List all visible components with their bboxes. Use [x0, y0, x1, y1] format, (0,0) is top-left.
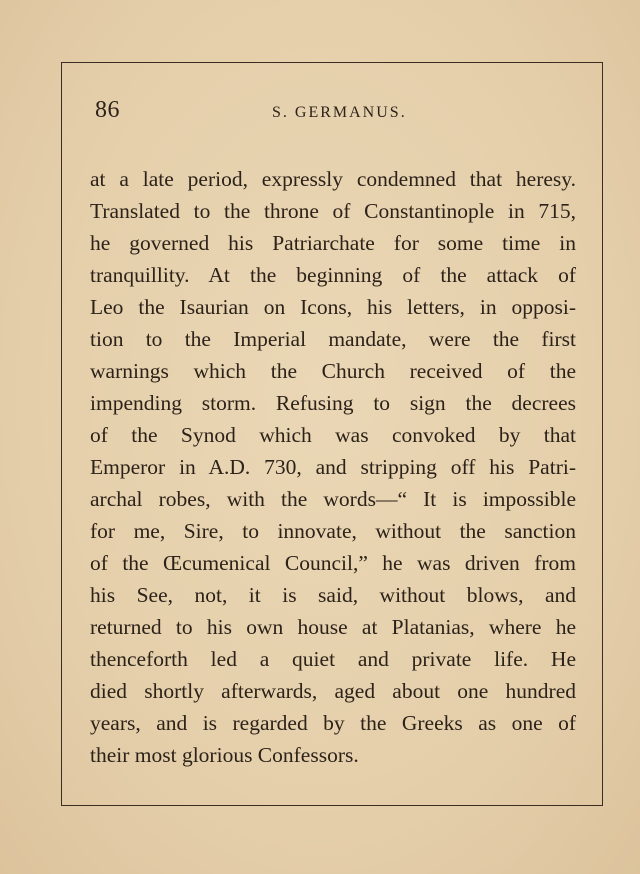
body-text — [90, 163, 576, 771]
text-line: returned to his own house at Platanias, where he — [90, 615, 576, 639]
text-line: tranquillity. At the beginning of the attack of — [90, 263, 576, 287]
text-line: his See, not, it is said, without blows, and — [90, 583, 576, 607]
text-line: thenceforth led a quiet and private life. He — [90, 647, 576, 671]
text-line: warnings which the Church received of the — [90, 359, 576, 383]
page-number: 86 — [95, 97, 120, 123]
text-line: years, and is regarded by the Greeks as one of — [90, 711, 576, 735]
running-head-title: S. GERMANUS. — [272, 104, 407, 121]
text-line: impending storm. Refusing to sign the decrees — [90, 391, 576, 415]
text-line: archal robes, with the words—“ It is impossible — [90, 487, 576, 511]
text-line: of the Œcumenical Council,” he was driven from — [90, 551, 576, 575]
text-line: their most glorious Confessors. — [90, 743, 359, 767]
text-line: of the Synod which was convoked by that — [90, 423, 576, 447]
text-line: Emperor in A.D. 730, and stripping off his Patri- — [90, 455, 576, 479]
page-header — [95, 95, 575, 129]
text-line: Translated to the throne of Constantinople in 715, — [90, 199, 576, 223]
text-line: tion to the Imperial mandate, were the first — [90, 327, 576, 351]
text-line: for me, Sire, to innovate, without the sanction — [90, 519, 576, 543]
text-line: he governed his Patriarchate for some time in — [90, 231, 576, 255]
text-line: died shortly afterwards, aged about one hundred — [90, 679, 576, 703]
text-line: at a late period, expressly condemned that heresy. — [90, 167, 576, 191]
text-line: Leo the Isaurian on Icons, his letters, in opposi- — [90, 295, 576, 319]
